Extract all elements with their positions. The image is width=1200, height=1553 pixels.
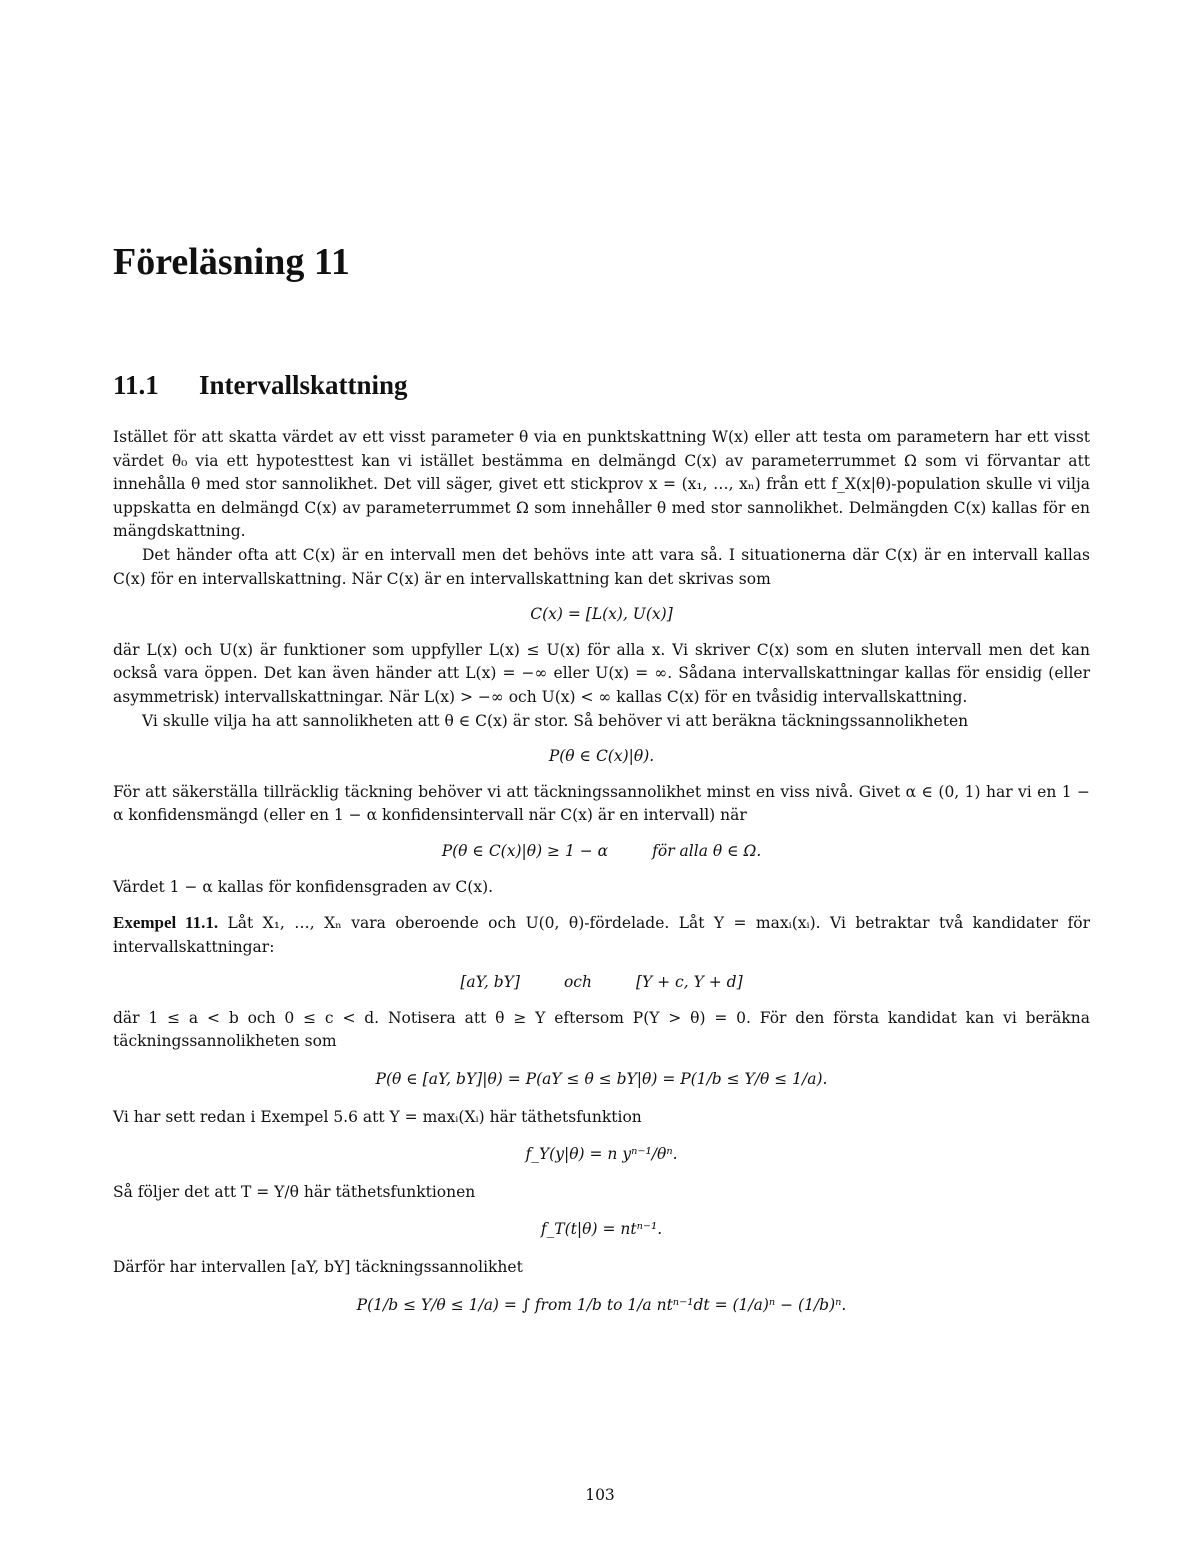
paragraph-8: där 1 ≤ a < b och 0 ≤ c < d. Notisera att θ ≥ Y eftersom P(Y > θ) = 0. För den första kandidat kan vi beräkna täckningssannolikheten som bbox=[113, 1008, 1090, 1051]
chapter-title: Föreläsning 11 bbox=[113, 241, 350, 283]
equation-coverage-prob: P(θ ∈ [aY, bY]|θ) = P(aY ≤ θ ≤ bY|θ) = P(1/b ≤ Y/θ ≤ 1/a). bbox=[375, 1070, 828, 1089]
equation-density-t: f_T(t|θ) = ntⁿ⁻¹. bbox=[540, 1220, 663, 1239]
paragraph-10: Så följer det att T = Y/θ här täthetsfunktionen bbox=[113, 1182, 476, 1201]
candidate-2: [Y + c, Y + d] bbox=[635, 973, 743, 992]
candidate-separator: och bbox=[563, 973, 592, 992]
paragraph-5: För att säkerställa tillräcklig täckning behöver vi att täckningssannolikhet minst en viss nivå. Givet α ∈ (0, 1) har vi en 1 − α konfidensmängd (eller en 1 − α konfidensintervall när C(x) är en intervall) när bbox=[113, 782, 1090, 825]
example-paragraph bbox=[113, 911, 1090, 959]
equation-density-y: f_Y(y|θ) = n yⁿ⁻¹/θⁿ. bbox=[525, 1145, 678, 1164]
example-text: Låt X₁, …, Xₙ vara oberoende och U(0, θ)-fördelade. Låt Y = maxᵢ(xᵢ). Vi betraktar två kandidater för intervallskattningar: bbox=[113, 914, 1090, 956]
paragraph-11: Därför har intervallen [aY, bY] täckningssannolikhet bbox=[113, 1258, 523, 1277]
page-body bbox=[113, 426, 1090, 1331]
section-title: Intervallskattning bbox=[199, 370, 408, 400]
equation-interval: C(x) = [L(x), U(x)] bbox=[530, 605, 673, 624]
page-number: 103 bbox=[585, 1486, 615, 1504]
equation-coverage: P(θ ∈ C(x)|θ). bbox=[548, 747, 655, 766]
equation-confidence-left: P(θ ∈ C(x)|θ) ≥ 1 − α bbox=[441, 841, 609, 860]
section-number: 11.1 bbox=[113, 370, 159, 400]
section-heading bbox=[113, 370, 408, 401]
paragraph-9: Vi har sett redan i Exempel 5.6 att Y = maxᵢ(Xᵢ) här täthetsfunktion bbox=[113, 1107, 642, 1126]
paragraph-1: Istället för att skatta värdet av ett visst parameter θ via en punktskattning W(x) eller att testa om parametern har ett visst värdet θ₀ via ett hypotesttest kan vi istället bestämma en delmängd C(x) av parameterrummet Ω som vi förvantar att innehålla θ med stor sannolikhet. Det vill säger, givet ett stickprov x = (x₁, …, xₙ) från ett f_X(x|θ)-population skulle vi vilja uppskatta en delmängd C(x) av parameterrummet Ω som innehåller θ med stor sannolikhet. Delmängden C(x) kallas för en mängdskattning. bbox=[113, 428, 1090, 541]
equation-confidence-right: för alla θ ∈ Ω. bbox=[652, 841, 762, 860]
paragraph-3: där L(x) och U(x) är funktioner som uppfyller L(x) ≤ U(x) för alla x. Vi skriver C(x) som en sluten intervall men det kan också vara öppen. Det kan även händer att L(x) = −∞ eller U(x) = ∞. Sådana intervallskattningar kallas för ensidig (eller asymmetrisk) intervallskattningar. När L(x) > −∞ och U(x) < ∞ kallas C(x) för en tvåsidig intervallskattning. bbox=[113, 640, 1090, 706]
equation-candidates bbox=[113, 971, 1090, 995]
equation-integral: P(1/b ≤ Y/θ ≤ 1/a) = ∫ from 1/b to 1/a ntⁿ⁻¹dt = (1/a)ⁿ − (1/b)ⁿ. bbox=[356, 1295, 847, 1314]
paragraph-2: Det händer ofta att C(x) är en intervall men det behövs inte att vara så. I situationerna där C(x) är en intervall kallas C(x) för en intervallskattning. När C(x) är en intervallskattning kan det skrivas som bbox=[113, 545, 1090, 588]
candidate-1: [aY, bY] bbox=[460, 973, 520, 992]
paragraph-6: Värdet 1 − α kallas för konfidensgraden av C(x). bbox=[113, 877, 494, 896]
example-label: Exempel 11.1. bbox=[113, 913, 219, 933]
paragraph-4: Vi skulle vilja ha att sannolikheten att θ ∈ C(x) är stor. Så behöver vi att beräkna täckningssannolikheten bbox=[142, 711, 969, 730]
equation-confidence bbox=[113, 840, 1090, 864]
